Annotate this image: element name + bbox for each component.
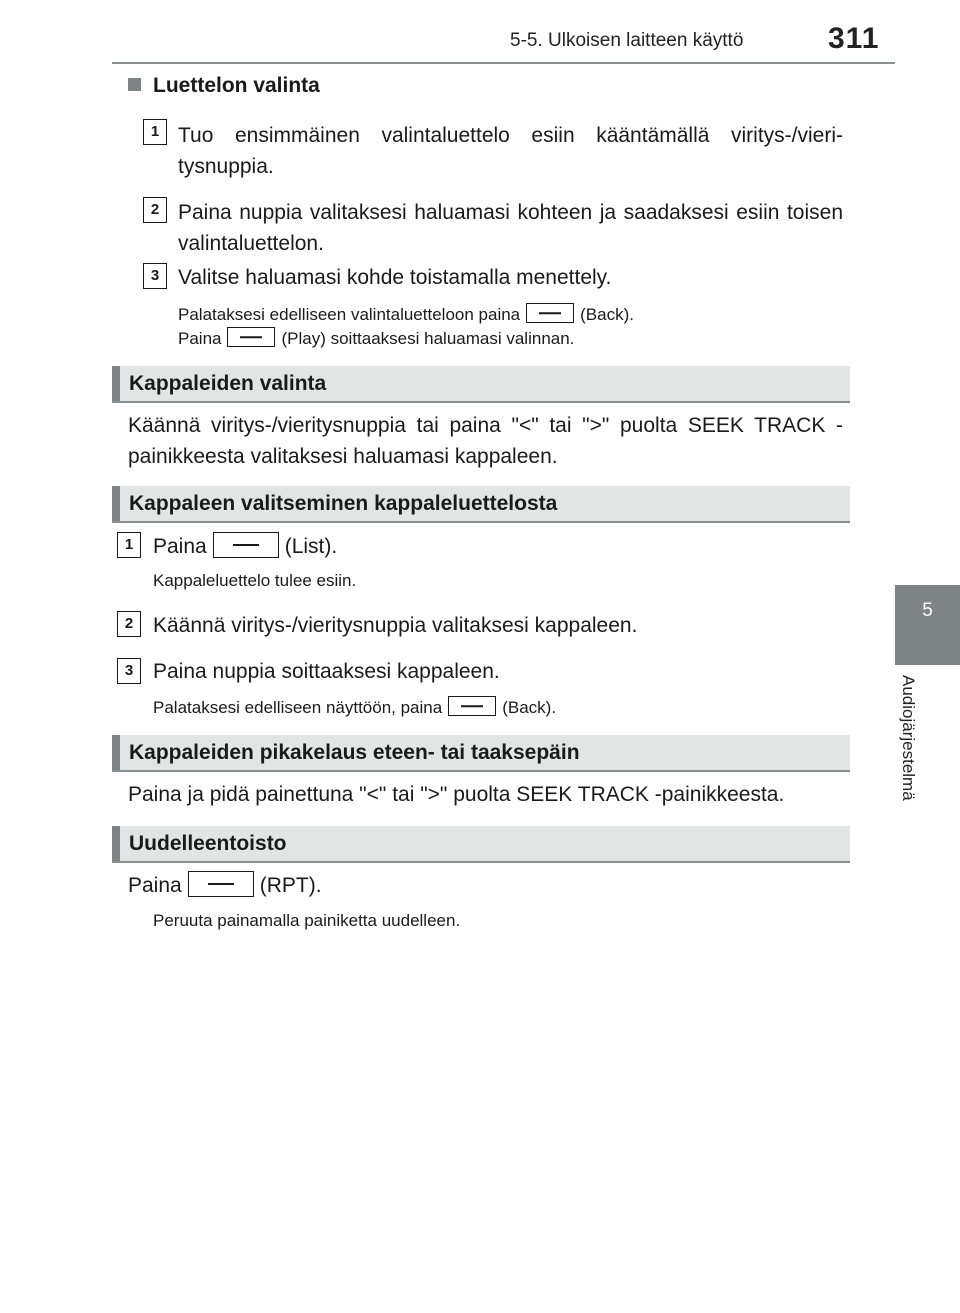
list-button-icon <box>213 532 279 558</box>
chapter-tab <box>895 0 960 665</box>
note-text: Kappaleluettelo tulee esiin. <box>153 571 357 590</box>
section-heading <box>112 826 850 863</box>
step-number-badge: 1 <box>143 119 167 145</box>
header-section-title: 5-5. Ulkoisen laitteen käyttö <box>510 30 744 51</box>
step-text: Valitse haluamasi kohde toistamalla menettely. <box>178 266 612 289</box>
paragraph-part: Paina <box>128 874 182 897</box>
heading-bar <box>112 826 120 861</box>
rpt-button-icon <box>188 871 254 897</box>
step-text <box>153 531 843 562</box>
section-heading <box>112 366 850 403</box>
back-button-icon <box>526 303 574 323</box>
heading-bar <box>112 486 120 521</box>
step-number-badge: 1 <box>117 532 141 558</box>
subsection-title-text: Luettelon valinta <box>153 74 320 97</box>
step-text-part: Paina <box>153 535 207 558</box>
note-text: Paina <box>178 329 222 348</box>
note-text: Palataksesi edelliseen näyttöön, paina <box>153 698 443 717</box>
step-text: Paina nuppia soittaaksesi kappaleen. <box>153 660 500 683</box>
note-text: Palataksesi edelliseen valintaluetteloon paina <box>178 305 521 324</box>
note-text: (Back). <box>580 305 634 324</box>
paragraph <box>128 870 843 901</box>
heading-bar <box>112 735 120 770</box>
note-back <box>178 303 838 327</box>
header-divider <box>112 62 895 64</box>
step-number-badge: 2 <box>117 611 141 637</box>
note-text: Peruuta painamalla painiketta uudelleen. <box>153 911 461 930</box>
step-number-badge: 2 <box>143 197 167 223</box>
play-button-icon <box>227 327 275 347</box>
paragraph: Käännä viritys-/vieritysnuppia tai paina "<" tai ">" puolta SEEK TRACK -painikkeesta valitaksesi haluamasi kappaleen. <box>128 414 843 468</box>
section-heading-title: Kappaleen valitseminen kappaleluettelosta <box>129 492 558 515</box>
step-text: Käännä viritys-/vieritysnuppia valitaksesi kappaleen. <box>153 614 638 637</box>
note-back <box>153 696 833 720</box>
section-heading-title: Kappaleiden valinta <box>129 372 327 395</box>
back-button-icon <box>448 696 496 716</box>
page-number: 311 <box>828 22 880 55</box>
section-heading <box>112 735 850 772</box>
paragraph-part: (RPT). <box>259 874 322 897</box>
chapter-tab-block <box>895 585 960 665</box>
step-text-part: (List). <box>284 535 338 558</box>
note-text: (Back). <box>502 698 557 717</box>
section-heading <box>112 486 850 523</box>
step-text: Paina nuppia valitaksesi haluamasi kohteen ja saadaksesi esiin toisen valintaluettelon. <box>178 201 843 255</box>
square-bullet-icon <box>128 78 141 91</box>
section-heading-title: Kappaleiden pikakelaus eteen- tai taaksepäin <box>129 741 580 764</box>
subsection-title <box>128 74 320 98</box>
section-heading-title: Uudelleentoisto <box>129 832 287 855</box>
chapter-label <box>898 675 928 835</box>
step-number-badge: 3 <box>117 658 141 684</box>
paragraph: Paina ja pidä painettuna "<" tai ">" puolta SEEK TRACK -painikkeesta. <box>128 783 785 806</box>
chapter-number: 5 <box>922 600 933 621</box>
note-text: (Play) soittaaksesi haluamasi valinnan. <box>281 329 575 348</box>
step-text: Tuo ensimmäinen valintaluettelo esiin kääntämällä viritys-/vieri-tysnuppia. <box>178 124 843 178</box>
chapter-title: Audiojärjestelmä <box>899 675 918 801</box>
heading-bar <box>112 366 120 401</box>
note-play <box>178 327 838 351</box>
step-number-badge: 3 <box>143 263 167 289</box>
